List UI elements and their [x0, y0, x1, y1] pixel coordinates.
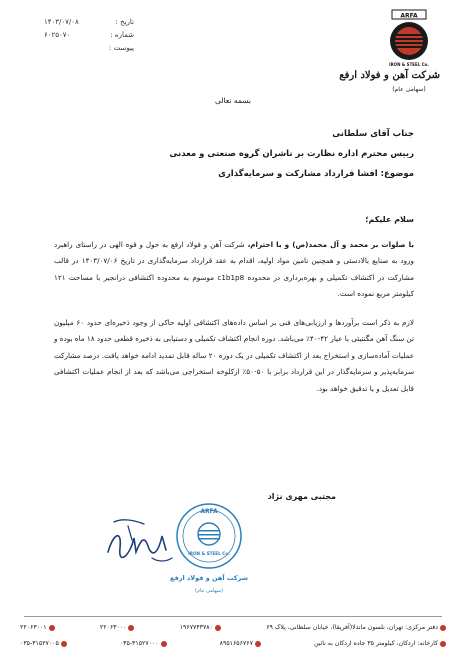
recipient-name: جناب آقای سلطانی [332, 129, 414, 139]
factory-phone-2-text: ۰۳۵-۳۱۵۲۷۰۰۰ [119, 640, 159, 647]
stamp-company-text: شرکت آهن و فولاد ارفع [170, 574, 248, 582]
paragraph-1-text: شرکت آهن و فولاد ارفع به حول و قوه الهی در راستای راهبرد ورود به صنایع بالادستی و همچنین تامین مواد اولیه، اقدام به عقد قرارداد سرمایه‌گذاری در تاریخ ۱۴۰۳/۰۷/۰۶ در قالب مشارکت در اکتشاف تکمیلی و بهره‌برداری در محدوده c1b1p8 موسوم به محدوده اکتشافی درانجیر با مساحت ۱۲۱ کیلومتر مربع نموده است. [54, 239, 414, 298]
phone-icon [128, 625, 134, 631]
office-phone-1 [180, 620, 221, 636]
fax-icon [61, 641, 67, 647]
stamp-latin-text: IRON & STEEL Co. [188, 551, 230, 556]
number-value: ۶۰۲۵۰۷۰ [44, 31, 71, 39]
greeting: سلام علیکم؛ [365, 215, 414, 224]
letter-body [54, 212, 414, 409]
phone-icon [161, 641, 167, 647]
footer-divider [24, 616, 442, 617]
location-icon [440, 625, 446, 631]
number-label: شماره : [110, 31, 134, 39]
location-icon [440, 641, 446, 647]
office-phone-3 [20, 620, 55, 636]
footer-row-factory [20, 636, 446, 652]
company-stamp [168, 500, 250, 610]
fax-icon [49, 625, 55, 631]
office-address-text: دفتر مرکزی: تهران، نلسون ماندلا(آفریقا)، خیابان سلطانی، پلاک ۶۹ [266, 624, 438, 631]
logo-company-name: شرکت آهن و فولاد ارفع [339, 70, 440, 81]
factory-phone-1 [220, 636, 261, 652]
phone-icon [215, 625, 221, 631]
bismillah: بسمه تعالی [214, 96, 252, 105]
factory-address-text: کارخانه: اردکان، کیلومتر ۳۵ جاده اردکان به نائین [313, 640, 438, 647]
date-value: ۱۴۰۳/۰۷/۰۸ [44, 18, 79, 26]
logo-company-type: (سهامی عام) [392, 86, 426, 93]
paragraph-2: لازم به ذکر است برآوردها و ارزیابی‌های فنی بر اساس داده‌های اکتشافی اولیه حاکی از وجود ذخیره‌ای حدود ۶۰ میلیون تن سنگ آهن مگنتیتی با عیار ۴۲-۴۰٪ می‌باشد. دوره انجام اکتشاف تکمیلی و دستیابی به ذخیره قطعی حدود ۱۸ ماه بوده و عملیات آماده‌سازی و استخراج بعد از اکتشاف تکمیلی در یک دوره ۲۰ ساله قابل تمدید ادامه خواهد یافت. درصد مشارکت سرمایه‌پذیر و سرمایه‌گذار در این قرارداد برابر با ۵۰-۵۰٪ ازکلوخه استخراجی می‌باشد که بعد از انجام عملیات اکتشافی قابل تعدیل و یا تدقیق خواهد بود. [54, 317, 415, 393]
paragraph-1-opening: با صلوات بر محمد و آل محمد(ص) و با احترام، [247, 239, 414, 249]
attachment-label: پیوست : [109, 44, 134, 52]
attachment-row [44, 42, 134, 55]
office-address [266, 620, 446, 636]
office-phone-2 [100, 620, 135, 636]
signer-name: مجتبی مهری نژاد [267, 492, 336, 501]
stamp-top-text: ARFA [200, 508, 218, 515]
factory-address [314, 636, 446, 652]
letter-subject: موضوع: افشا قرارداد مشارکت و سرمایه‌گذاری [218, 169, 414, 179]
date-row [44, 16, 134, 29]
phone-icon [255, 641, 261, 647]
logo-latin-text: IRON & STEEL Co. [389, 62, 429, 67]
date-label: تاریخ : [115, 18, 134, 26]
letter-footer [20, 620, 446, 652]
office-phone-2-text: ۲۲۰۶۳۰۰۰ [99, 624, 127, 631]
factory-phone-3-text: ۰۳۵-۳۱۵۲۷۰۰۵ [20, 640, 59, 647]
factory-phone-1-text: ۸۹۵۱۶۵۶۷۶۷ [219, 640, 253, 647]
paragraph-1 [54, 237, 414, 303]
office-phone-3-text: ۲۲۰۶۳۰۰۱ [20, 624, 47, 631]
factory-phone-3 [20, 636, 67, 652]
office-phone-1-text: ۱۹۶۷۷۴۳۷۸۰ [179, 624, 213, 631]
letter-heading [54, 124, 414, 184]
letter-meta [44, 16, 134, 55]
logo-emblem-icon [378, 8, 440, 70]
stamp-sub-text: (سهامی عام) [195, 588, 223, 594]
company-logo [339, 8, 440, 103]
recipient-position: رییس محترم اداره نظارت بر ناشران گروه صنعتی و معدنی [169, 149, 414, 159]
number-row [44, 29, 134, 42]
factory-phone-2 [120, 636, 167, 652]
footer-row-office [20, 620, 446, 636]
logo-top-text: ARFA [400, 12, 418, 20]
